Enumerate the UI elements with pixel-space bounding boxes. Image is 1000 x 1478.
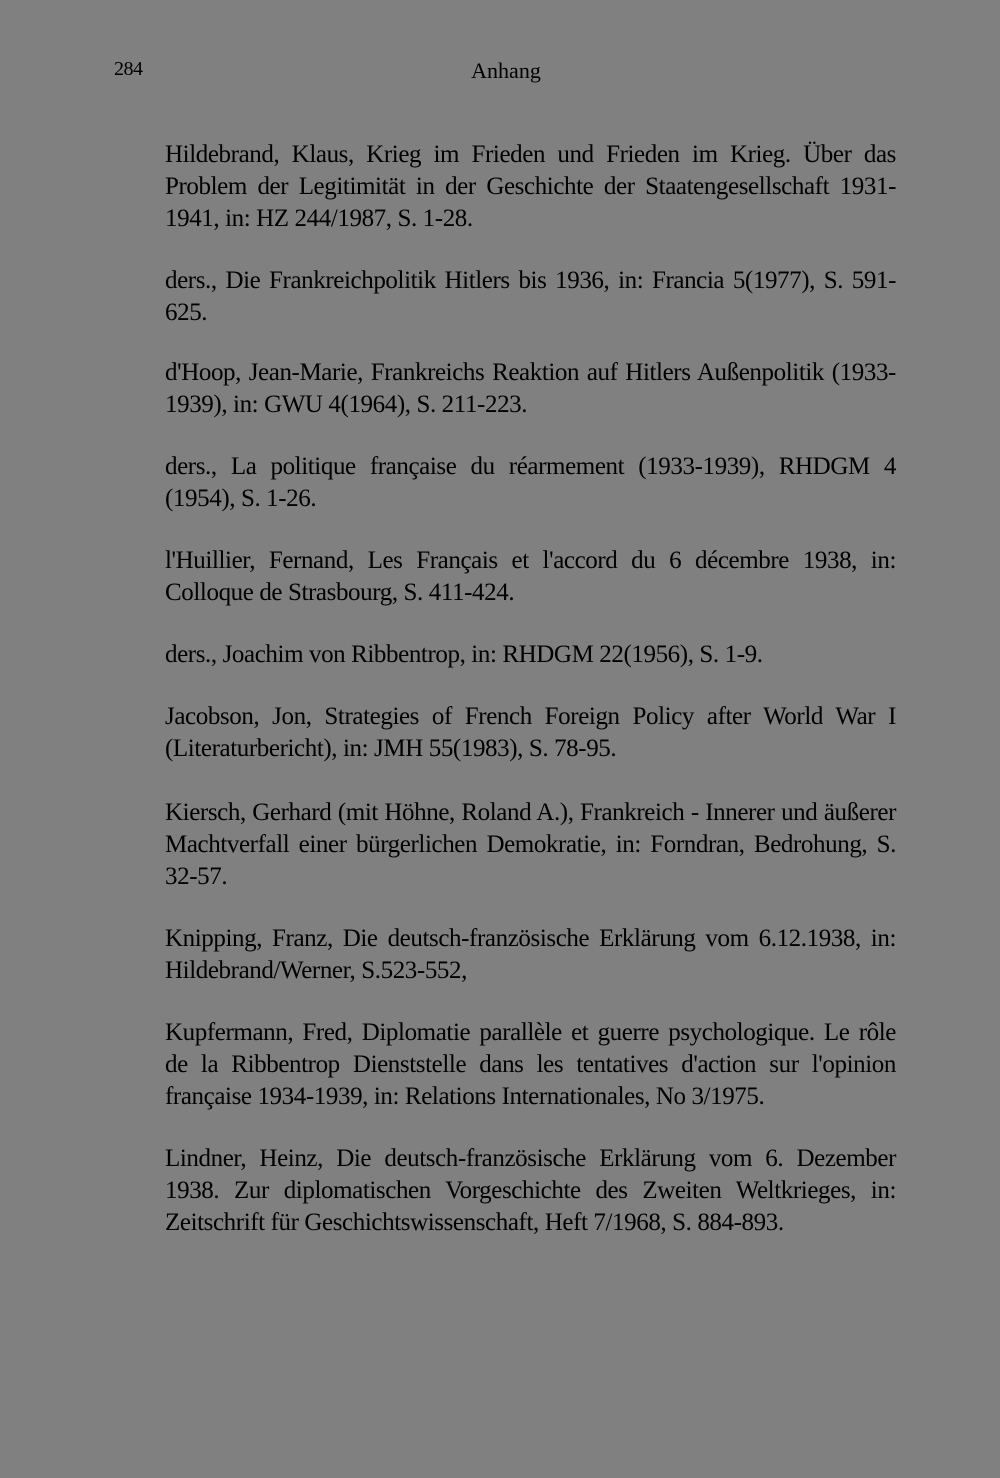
bibliography-entry: Knipping, Franz, Die deutsch-französische Erklärung vom 6.12.1938, in: Hildebrand/Werner, S.523-552, bbox=[165, 925, 896, 984]
bibliography-entry: Kiersch, Gerhard (mit Höhne, Roland A.), Frankreich - Innerer und äußerer Machtverfall einer bürgerlichen Demokratie, in: Forndran, Bedrohung, S. 32-57. bbox=[165, 799, 896, 890]
bibliography-entry: ders., La politique française du réarmement (1933-1939), RHDGM 4 (1954), S. 1-26. bbox=[165, 453, 896, 512]
bibliography-entry: d'Hoop, Jean-Marie, Frankreichs Reaktion auf Hitlers Außenpolitik (1933-1939), in: GWU 4(1964), S. 211-223. bbox=[165, 359, 896, 418]
page-number: 284 bbox=[114, 58, 143, 80]
bibliography-entry: ders., Joachim von Ribbentrop, in: RHDGM 22(1956), S. 1-9. bbox=[165, 641, 763, 668]
page-header bbox=[0, 58, 1000, 88]
bibliography-list bbox=[165, 139, 896, 1269]
running-title: Anhang bbox=[471, 58, 541, 83]
bibliography-entry: Lindner, Heinz, Die deutsch-französische Erklärung vom 6. Dezember 1938. Zur diplomatischen Vorgeschichte des Zweiten Weltkrieges, in: Zeitschrift für Geschichtswissenschaft, Heft 7/1968, S. 884-893. bbox=[165, 1145, 896, 1236]
bibliography-entry: Kupfermann, Fred, Diplomatie parallèle et guerre psychologique. Le rôle de la Ribbentrop Dienststelle dans les tentatives d'action sur l'opinion française 1934-1939, in: Relations Internationales, No 3/1975. bbox=[165, 1019, 896, 1110]
bibliography-entry: l'Huillier, Fernand, Les Français et l'accord du 6 décembre 1938, in: Colloque de Strasbourg, S. 411-424. bbox=[165, 547, 896, 606]
bibliography-entry: ders., Die Frankreichpolitik Hitlers bis 1936, in: Francia 5(1977), S. 591-625. bbox=[165, 267, 896, 326]
bibliography-entry: Jacobson, Jon, Strategies of French Foreign Policy after World War I (Literaturbericht), in: JMH 55(1983), S. 78-95. bbox=[165, 703, 896, 762]
bibliography-entry: Hildebrand, Klaus, Krieg im Frieden und Frieden im Krieg. Über das Problem der Legitimität in der Geschichte der Staatengesellschaft 1931-1941, in: HZ 244/1987, S. 1-28. bbox=[165, 141, 896, 232]
